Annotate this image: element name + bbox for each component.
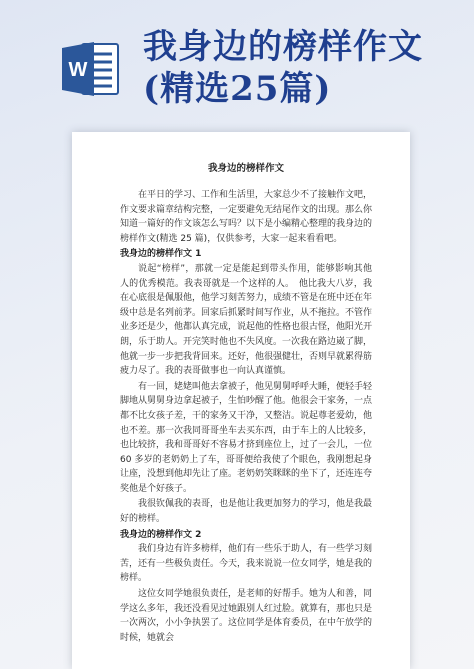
section-heading: 我身边的榜样作文 1 [120, 249, 202, 260]
document-body [120, 188, 372, 645]
page-content [120, 162, 372, 646]
body-paragraph: 我们身边有许多榜样，他们有一些乐于助人，有一些学习刻苦，还有一些极负责任。今天，我来说说一位女同学，她是我的榜样。 [120, 544, 373, 584]
body-paragraph: 有一回，姥姥叫他去拿被子，他见舅舅呼呼大睡，便轻手轻脚地从舅舅身边拿起被子，生怕吵醒了他。他很会干家务，一点都不比女孩子差，干的家务又干净，又整洁。说起尊老爱幼，他也不差。那一次我同哥哥坐车去买东西，由于车上的人比较多，也比较挤，我和哥哥好不容易才挤到座位上，过了一会儿，一位 60 多岁的老奶奶上了车，哥哥便给我使了个眼色，我刚想起身让座，没想到他却先让了座。老奶奶笑眯眯的坐下了，还连连夸奖他是个好孩子。 [120, 381, 373, 494]
body-paragraph: 说起“榜样”，那就一定是能起到带头作用，能够影响其他人的优秀模范。我表哥就是一个这样的人。 他比我大八岁，我在心底很是佩服他，他学习刻苦努力，成绩不管是在班中还在年级中总是名列前茅。回家后抓紧时间写作业，从不拖拉。不管作业多还是少，他都认真完成，说起他的性格也很古怪，他阳光开朗，乐于助人。开完笑时他也不失风度。一次我在路边崴了脚，他就一步一步把我背回来。还好，他很强健壮，否则早就累得筋疲力尽了。我的表哥做事也一向认真谨慎。 [120, 263, 373, 377]
body-paragraph: 这位女同学她很负责任，是老师的好帮手。她为人和善，同学这么多年，我还没看见过她跟别人红过脸。就算有，那也只是一次两次，小小争执罢了。这位同学是体育委员，在中午放学的时候，她就会 [120, 589, 373, 643]
body-paragraph: 在平日的学习、工作和生活里，大家总少不了接触作文吧，作文要求篇章结构完整，一定要避免无结尾作文的出现。那么你知道一篇好的作文该怎么写吗？以下是小编精心整理的我身边的榜样作文(精选 25 篇)，仅供参考，大家一起来看看吧。 [120, 190, 373, 244]
heading-line-2: (精选25篇) [143, 69, 332, 109]
word-icon [60, 38, 122, 100]
page-title: 我身边的榜样作文 [207, 163, 284, 174]
header-banner [0, 0, 474, 140]
section-heading: 我身边的榜样作文 2 [120, 529, 202, 540]
heading-line-1: 我身边的榜样作文 [143, 27, 423, 67]
svg-text:W: W [68, 59, 88, 81]
document-page [72, 132, 410, 669]
document-heading [143, 26, 423, 110]
body-paragraph: 我很钦佩我的表哥，也是他让我更加努力的学习，他是我最好的榜样。 [120, 499, 373, 525]
